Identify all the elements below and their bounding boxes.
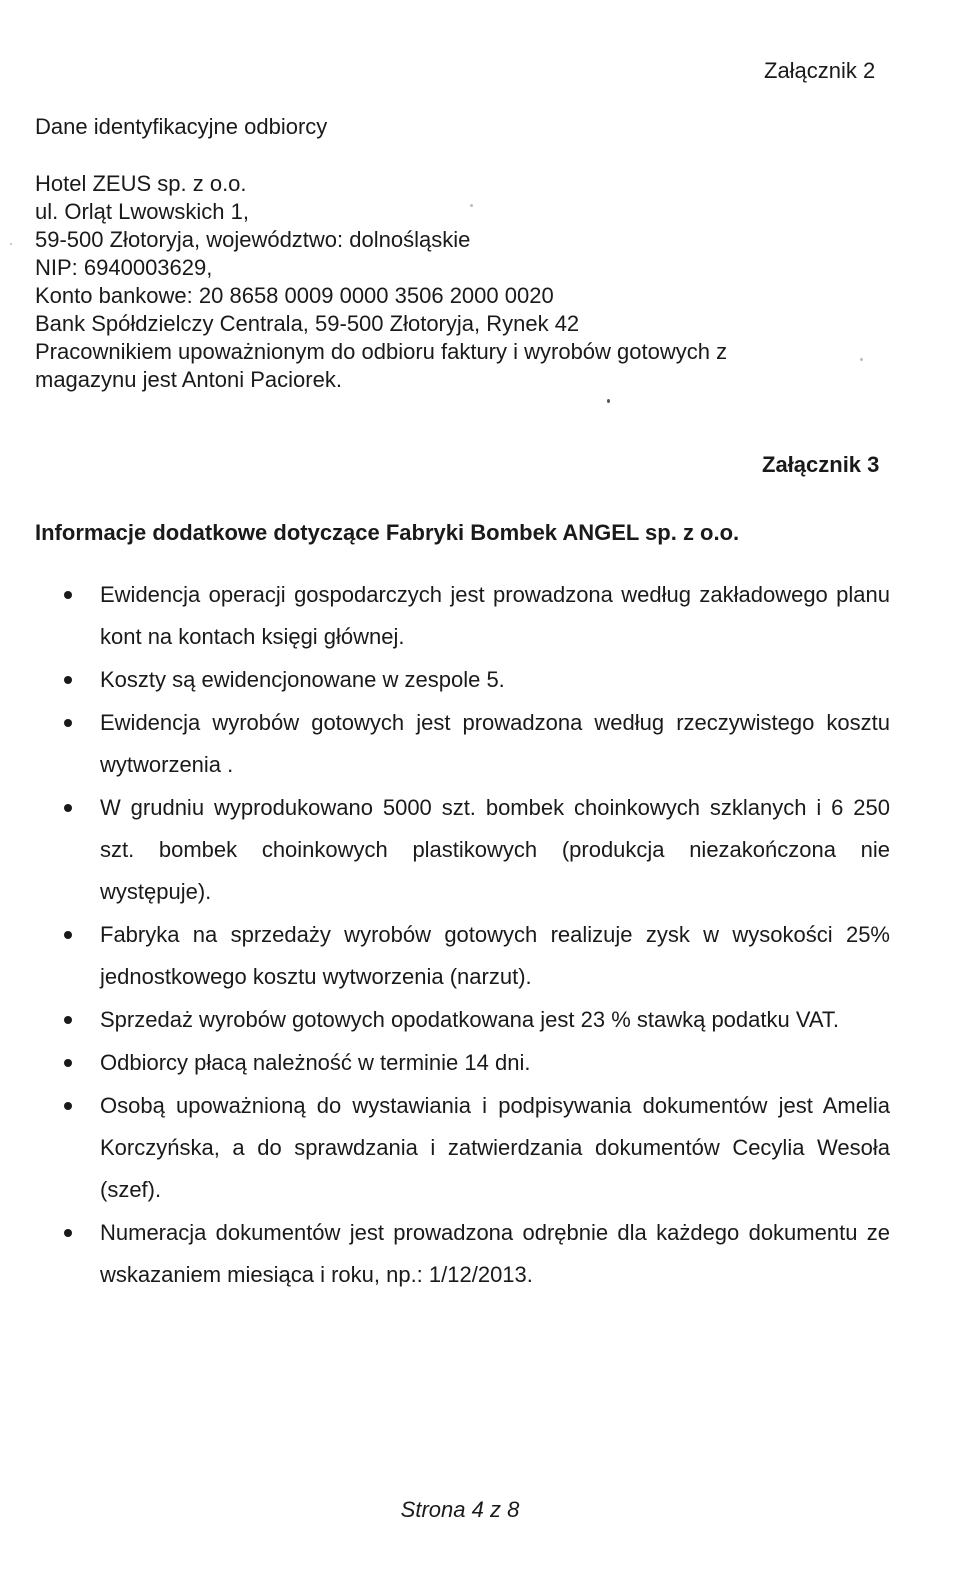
list-item xyxy=(60,1212,890,1296)
list-item xyxy=(60,914,890,998)
list-item xyxy=(60,659,890,701)
factory-info-list xyxy=(60,574,890,1297)
list-item-text: Ewidencja operacji gospodarczych jest prowadzona według zakładowego planu kont na kontach księgi głównej. xyxy=(100,582,890,649)
list-item-text: Numeracja dokumentów jest prowadzona odrębnie dla każdego dokumentu ze wskazaniem miesiąca i roku, np.: 1/12/2013. xyxy=(100,1220,890,1287)
page-number xyxy=(0,1497,960,1523)
bullet-icon xyxy=(64,676,72,684)
address-line: 59-500 Złotoryja, województwo: dolnośląskie xyxy=(35,227,471,252)
scan-speck xyxy=(607,399,610,403)
bullet-icon xyxy=(64,1059,72,1067)
recipient-details xyxy=(35,170,815,394)
address-line: Bank Spółdzielczy Centrala, 59-500 Złotoryja, Rynek 42 xyxy=(35,311,580,336)
bullet-icon xyxy=(64,1016,72,1024)
address-line: Hotel ZEUS sp. z o.o. xyxy=(35,171,247,196)
bullet-icon xyxy=(64,591,72,599)
address-line: magazynu jest Antoni Paciorek. xyxy=(35,367,342,392)
list-item xyxy=(60,787,890,913)
recipient-heading: Dane identyfikacyjne odbiorcy xyxy=(35,114,328,139)
annex-3-label: Załącznik 3 xyxy=(762,452,880,477)
annex-2-label: Załącznik 2 xyxy=(764,58,876,83)
bullet-icon xyxy=(64,931,72,939)
bullet-icon xyxy=(64,804,72,812)
list-item-text: Osobą upoważnioną do wystawiania i podpisywania dokumentów jest Amelia Korczyńska, a do sprawdzania i zatwierdzania dokumentów Cecylia Wesoła (szef). xyxy=(100,1093,890,1202)
address-line: Pracownikiem upoważnionym do odbioru faktury i wyrobów gotowych z xyxy=(35,339,728,364)
list-item-text: Ewidencja wyrobów gotowych jest prowadzona według rzeczywistego kosztu wytworzenia . xyxy=(100,710,890,777)
scan-speck xyxy=(10,243,12,245)
page-number-text: Strona 4 z 8 xyxy=(400,1497,520,1522)
bullet-icon xyxy=(64,1229,72,1237)
bullet-icon xyxy=(64,719,72,727)
list-item xyxy=(60,574,890,658)
address-line: Konto bankowe: 20 8658 0009 0000 3506 2000 0020 xyxy=(35,283,554,308)
scan-speck xyxy=(860,358,863,361)
list-item-text: Fabryka na sprzedaży wyrobów gotowych realizuje zysk w wysokości 25% jednostkowego kosztu wytworzenia (narzut). xyxy=(100,922,890,989)
list-item xyxy=(60,999,890,1041)
address-line: ul. Orląt Lwowskich 1, xyxy=(35,199,249,224)
list-item xyxy=(60,1085,890,1211)
list-item xyxy=(60,702,890,786)
factory-info-heading: Informacje dodatkowe dotyczące Fabryki Bombek ANGEL sp. z o.o. xyxy=(35,520,740,545)
address-line: NIP: 6940003629, xyxy=(35,255,213,280)
bullet-icon xyxy=(64,1102,72,1110)
list-item-text: Koszty są ewidencjonowane w zespole 5. xyxy=(100,667,505,692)
list-item-text: Sprzedaż wyrobów gotowych opodatkowana jest 23 % stawką podatku VAT. xyxy=(100,1007,840,1032)
list-item-text: Odbiorcy płacą należność w terminie 14 dni. xyxy=(100,1050,531,1075)
list-item-text: W grudniu wyprodukowano 5000 szt. bombek choinkowych szklanych i 6 250 szt. bombek choinkowych plastikowych (produkcja niezakończona nie występuje). xyxy=(100,795,890,904)
scan-speck xyxy=(470,204,473,207)
list-item xyxy=(60,1042,890,1084)
